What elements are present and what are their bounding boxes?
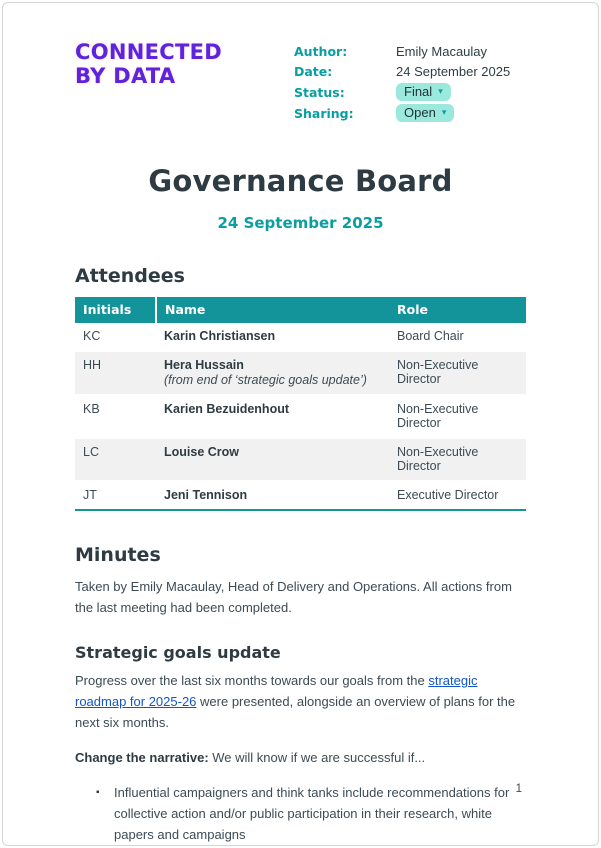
sharing-value: Open (404, 105, 436, 120)
attendees-table-header (75, 297, 526, 323)
attendee-name: Hera Hussain (164, 358, 244, 372)
chevron-down-icon: ▾ (441, 107, 447, 117)
attendee-initials: KC (75, 323, 156, 351)
author-value: Emily Macaulay (396, 44, 488, 59)
attendee-role: Non-Executive Director (389, 438, 526, 481)
column-header-name: Name (156, 297, 389, 323)
table-row (75, 481, 526, 510)
attendee-note: (from end of ‘strategic goals update’) (164, 373, 367, 387)
list-item (96, 782, 526, 845)
attendee-name: Louise Crow (164, 445, 240, 459)
attendee-name: Karin Christiansen (164, 329, 276, 343)
paragraph-text-before-link: Progress over the last six months towards our goals from the (75, 673, 429, 689)
attendee-role: Executive Director (389, 481, 526, 510)
status-value: Final (404, 84, 433, 99)
attendee-name: Karien Bezuidenhout (164, 402, 290, 416)
table-row (75, 323, 526, 351)
meeting-date-subtitle: 24 September 2025 (217, 214, 384, 232)
change-narrative-paragraph (75, 747, 526, 768)
strategic-goals-heading: Strategic goals update (75, 643, 281, 663)
page-number: 1 (515, 783, 522, 795)
column-header-initials: Initials (75, 297, 156, 323)
chevron-down-icon: ▾ (438, 86, 443, 96)
attendees-table (75, 297, 526, 511)
table-row (75, 351, 526, 395)
attendee-initials: KB (75, 395, 156, 438)
paragraph-text-after-link: were presented, alongside an overview of plans for the next six months. (75, 694, 516, 731)
square-bullet-icon: ▪ (96, 787, 100, 799)
table-row (75, 395, 526, 438)
attendee-role: Non-Executive Director (389, 351, 526, 395)
document-metadata (294, 43, 526, 122)
attendee-name: Jeni Tennison (164, 488, 248, 502)
date-label: Date: (294, 64, 333, 79)
status-dropdown[interactable] (396, 83, 451, 101)
attendee-initials: HH (75, 351, 156, 395)
sharing-label: Sharing: (294, 105, 354, 121)
table-row (75, 438, 526, 481)
connected-by-data-logo (75, 41, 222, 88)
change-narrative-lead: Change the narrative: (75, 750, 209, 766)
attendee-role: Non-Executive Director (389, 395, 526, 438)
document-page (2, 2, 599, 846)
strategic-goals-paragraph (75, 670, 526, 733)
logo-line-1: CONNECTED (75, 40, 222, 64)
page-title: Governance Board (148, 164, 453, 198)
strategic-roadmap-link[interactable]: strategic roadmap for 2025-26 (75, 673, 478, 710)
minutes-intro-paragraph: Taken by Emily Macaulay, Head of Delivery and Operations. All actions from the last meeting had been completed. (75, 579, 512, 616)
sharing-dropdown[interactable] (396, 104, 454, 122)
author-label: Author: (294, 44, 348, 59)
logo-line-2: BY DATA (75, 63, 176, 88)
column-header-role: Role (389, 297, 526, 323)
bullet-text: Influential campaigners and think tanks include recommendations for collective action and/or public participation in their research, white papers and campaigns (114, 785, 510, 843)
document-header (75, 41, 526, 122)
date-value: 24 September 2025 (396, 64, 511, 79)
status-label: Status: (294, 84, 345, 100)
attendee-role: Board Chair (389, 323, 526, 351)
minutes-heading: Minutes (75, 544, 161, 566)
attendee-initials: LC (75, 438, 156, 481)
attendees-heading: Attendees (75, 265, 185, 287)
change-narrative-rest: We will know if we are successful if... (208, 750, 426, 766)
attendee-initials: JT (75, 481, 156, 510)
